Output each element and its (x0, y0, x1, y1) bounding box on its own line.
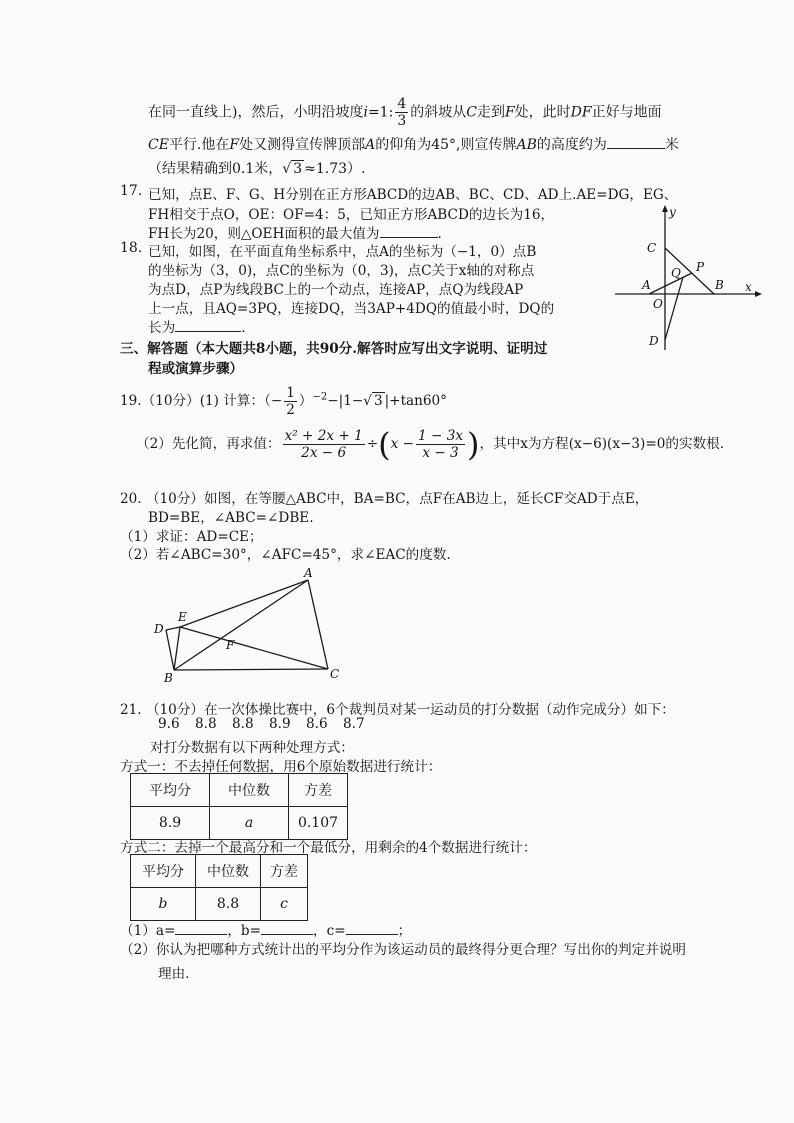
table-cell: b (131, 888, 196, 921)
score: 8.7 (343, 716, 365, 732)
q19-inner: x − (390, 436, 415, 452)
label-f: F (226, 638, 235, 652)
label-a: A (304, 566, 313, 580)
right-paren: ) (467, 425, 480, 464)
q16-f: F (504, 104, 515, 121)
table-header-cell: 平均分 (131, 774, 210, 807)
q19-exponent: −2 (312, 391, 328, 403)
label-x: x (745, 280, 752, 294)
sqrt-value: 3 (293, 161, 303, 177)
x-arrow (755, 291, 762, 297)
q21-part2-cont: 理由. (158, 966, 190, 982)
segment-db (166, 630, 174, 670)
table-row (131, 774, 348, 807)
q16-i: i (363, 104, 368, 121)
label-q: Q (671, 266, 681, 280)
q16-a: A (365, 137, 376, 153)
answer-blank-b[interactable] (261, 920, 313, 935)
q21-text: （1）a= (120, 923, 176, 939)
label-a: A (642, 278, 651, 292)
q18-line5 (148, 316, 246, 336)
q16-text: 走到 (476, 104, 505, 121)
segment-ac (308, 580, 328, 669)
q16-ce: CE (148, 137, 169, 153)
q17-line2: FH相交于点O，OE：OF=4：5，已知正方形ABCD的边长为16， (148, 207, 555, 223)
q17-text: FH长为20，则△OEH面积的最大值为 (148, 226, 380, 242)
answer-blank[interactable] (380, 223, 438, 238)
q16-text: （结果精确到0.1米， (148, 161, 283, 177)
q16-f: F (229, 137, 240, 153)
q21-text: ； (397, 923, 412, 939)
q19-text: 19.（10分）(1) 计算：（− (120, 393, 283, 409)
table-row (131, 888, 308, 921)
q21-part2: （2）你认为把哪种方式统计出的平均分作为该运动员的最终得分更合理？写出你的判定并说明 (120, 942, 686, 958)
q21-text: ，c= (313, 923, 346, 939)
section-3-heading-cont: 程或演算步骤） (148, 361, 244, 377)
method-2-title: 方式二：去掉一个最高分和一个最低分，用剩余的4个数据进行统计： (120, 840, 537, 856)
q16-text: 处又测得宣传牌顶部 (239, 137, 366, 153)
method-2-table (130, 854, 308, 921)
table-header-cell: 中位数 (196, 855, 261, 888)
q16-text: 的斜坡从 (410, 104, 467, 121)
q21-text: ，b= (227, 923, 262, 939)
q16-eq: =1: (367, 104, 394, 121)
q18-line2: 的坐标为（3，0)，点C的坐标为（0，3)，点C关于x轴的对称点 (148, 263, 535, 279)
q20-line4: （2）若∠ABC=30°，∠AFC=45°，求∠EAC的度数. (120, 547, 451, 563)
q16-line3 (148, 158, 365, 178)
segment-ec (180, 627, 328, 669)
q16-text: 的仰角为45°,则宣传牌 (375, 137, 517, 153)
table-cell: 0.107 (289, 807, 348, 840)
q18-line3: 为点D，点P为线段BC上的一个动点，连接AP，点Q为线段AP (148, 282, 524, 298)
answer-blank[interactable] (175, 317, 241, 332)
left-paren: ( (378, 425, 391, 464)
sqrt-symbol: √ (363, 393, 372, 409)
table-header-cell: 方差 (261, 855, 308, 888)
segment-ab (174, 580, 308, 670)
segment-eb (174, 627, 180, 670)
frac-den: x − 3 (422, 445, 459, 461)
q16-text: 正好与地面 (591, 104, 662, 121)
q18-line4: 上一点，且AQ=3PQ，连接DQ，当3AP+4DQ的值最小时，DQ的 (148, 301, 555, 317)
slope-fraction (395, 96, 408, 129)
q16-c: C (466, 104, 477, 121)
q19-text: ，其中x为方程(x−6)(x−3)=0的实数根. (479, 436, 725, 452)
coordinate-figure (605, 205, 765, 355)
q21-line3: 对打分数据有以下两种处理方式： (150, 740, 354, 756)
q17-number: 17. (120, 183, 143, 199)
q16-line2 (148, 134, 679, 154)
table-row (131, 855, 308, 888)
q16-ab: AB (516, 137, 537, 153)
triangle-figure (150, 565, 350, 685)
label-b: B (164, 671, 173, 685)
q20-line3: （1）求证：AD=CE； (120, 529, 263, 545)
q16-unit: 米 (664, 137, 679, 153)
q18-text: 长为 (148, 320, 176, 336)
q16-df: DF (570, 104, 592, 121)
table-cell: 8.9 (131, 807, 210, 840)
label-c: C (330, 667, 340, 681)
q16-text: 平行.他在 (168, 137, 230, 153)
answer-blank-c[interactable] (346, 920, 398, 935)
sqrt-symbol: √ (282, 161, 292, 177)
table-header-cell: 平均分 (131, 855, 196, 888)
q20-line2: BD=BE，∠ABC=∠DBE. (148, 510, 314, 526)
q21-line1: 21. （10分）在一次体操比赛中，6个裁判员对某一运动员的打分数据（动作完成分）如下： (120, 702, 675, 718)
frac-num: 1 (286, 385, 295, 401)
q19-inner-fraction (416, 428, 465, 461)
score: 8.8 (195, 716, 217, 732)
label-p: P (696, 260, 705, 274)
label-y: y (669, 205, 676, 219)
q19-text: −|1− (327, 393, 364, 409)
q19-big-fraction (283, 428, 365, 461)
q16-text: ≈1.73）. (304, 161, 366, 177)
q19-text: （2）先化简，再求值： (136, 436, 281, 452)
q16-text: 的高度约为 (536, 137, 607, 153)
answer-blank-a[interactable] (175, 920, 227, 935)
q21-scores (158, 716, 380, 732)
frac-den: 2 (286, 402, 295, 418)
label-d: D (154, 622, 164, 636)
frac-num: 1 − 3x (418, 428, 464, 444)
table-cell: 8.8 (196, 888, 261, 921)
label-d: D (649, 334, 659, 348)
score: 8.6 (306, 716, 328, 732)
frac-num: x² + 2x + 1 (284, 428, 363, 444)
label-c: C (647, 241, 657, 255)
frac-num: 4 (397, 96, 407, 112)
label-e: E (178, 610, 187, 624)
q19-part2 (136, 425, 725, 464)
frac-den: 2x − 6 (301, 445, 347, 461)
segment-bc (174, 669, 328, 670)
sqrt-value: 3 (373, 393, 383, 409)
q17-line1: 已知，点E、F、G、H分别在正方形ABCD的边AB、BC、CD、AD上.AE=DG，EG、 (148, 187, 678, 203)
score: 8.9 (269, 716, 291, 732)
table-header-cell: 方差 (289, 774, 348, 807)
score: 9.6 (158, 716, 180, 732)
q18-number: 18. (120, 240, 143, 256)
frac-den: 3 (397, 113, 407, 129)
q19-text: |+tan60° (384, 393, 447, 409)
table-cell: a (210, 807, 289, 840)
y-arrow (662, 205, 668, 212)
q19-fraction (284, 385, 297, 418)
table-cell: c (261, 888, 308, 921)
q18-line1: 已知，如图，在平面直角坐标系中，点A的坐标为（−1，0）点B (148, 244, 537, 260)
score: 8.8 (232, 716, 254, 732)
segment-ae (180, 580, 308, 627)
q19-text: ） (298, 393, 313, 409)
label-b: B (715, 278, 724, 292)
segment-de (166, 627, 180, 630)
method-1-title: 方式一：不去掉任何数据，用6个原始数据进行统计： (120, 759, 442, 775)
q20-line1: 20. （10分）如图，在等腰△ABC中，BA=BC，点F在AB边上，延长CF交AD于点E， (120, 491, 649, 507)
method-1-table (130, 773, 348, 840)
q16-text: 处，此时 (514, 104, 571, 121)
table-header-cell: 中位数 (210, 774, 289, 807)
q18-text: . (241, 320, 246, 336)
table-row (131, 807, 348, 840)
q17-text: . (437, 226, 442, 242)
q16-line1 (148, 96, 662, 129)
label-o: O (653, 297, 663, 311)
answer-blank[interactable] (607, 134, 665, 149)
section-3-heading: 三、解答题（本大题共8小题，共90分.解答时应写出文字说明、证明过 (120, 341, 548, 357)
q17-line3 (148, 222, 442, 242)
q21-part1 (120, 919, 411, 939)
q19-part1 (120, 385, 447, 418)
q19-divide: ÷ (366, 436, 379, 452)
segment-dq (665, 277, 683, 340)
q16-text: 在同一直线上)，然后，小明沿坡度 (148, 104, 364, 121)
